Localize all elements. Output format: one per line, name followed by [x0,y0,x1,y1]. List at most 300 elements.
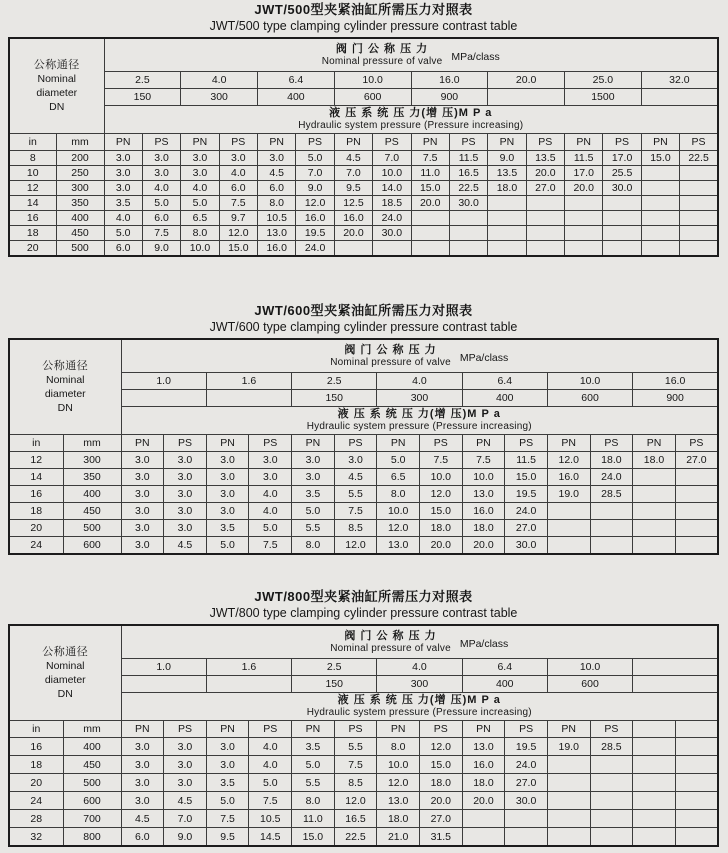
valve-pressure-value: 1.0 [121,373,206,390]
pressure-cell [488,226,526,241]
pressure-cell: 7.5 [142,226,180,241]
pressure-cell [675,756,718,774]
pressure-cell: 8.0 [292,792,335,810]
row-size-mm: 400 [63,486,121,503]
col-header-mm: mm [56,134,104,151]
col-header-pn: PN [377,435,420,452]
pressure-cell: 10.0 [377,756,420,774]
pressure-cell: 20.0 [411,196,449,211]
valve-class-value: 150 [104,89,181,106]
valve-pressure-value: 10.0 [547,373,632,390]
valve-class-value [206,676,291,693]
hydraulic-pressure-en: Hydraulic system pressure (Pressure increasing) [306,707,532,718]
valve-class-value: 600 [334,89,411,106]
pressure-cell [675,738,718,756]
pressure-cell [633,520,676,537]
valve-class-value: 1500 [565,89,642,106]
valve-pressure-value: 1.6 [206,659,291,676]
pressure-cell: 3.0 [121,738,164,756]
pressure-cell: 3.0 [164,756,207,774]
valve-pressure-value: 4.0 [377,659,462,676]
col-header-ps: PS [249,435,292,452]
pressure-table [8,338,719,555]
nominal-diameter-cn: 公称通径 [33,59,80,71]
hydraulic-pressure-cn: 液 压 系 统 压 力(增 压)M P a [337,408,501,420]
pressure-cell: 5.0 [296,151,334,166]
pressure-cell: 4.0 [249,503,292,520]
pressure-cell: 3.0 [121,520,164,537]
row-size-mm: 400 [63,738,121,756]
pressure-cell: 22.5 [680,151,718,166]
pressure-cell [675,828,718,847]
col-header-pn: PN [488,134,526,151]
pressure-cell: 4.0 [142,181,180,196]
pressure-cell: 3.0 [206,486,249,503]
valve-pressure-cn: 阀 门 公 称 压 力 [344,629,437,642]
pressure-cell [449,241,487,257]
pressure-cell [526,226,564,241]
table-title-en: JWT/800 type clamping cylinder pressure contrast table [209,606,518,620]
valve-class-value: 300 [181,89,258,106]
pressure-cell [462,810,505,828]
valve-pressure-value: 1.6 [206,373,291,390]
pressure-cell [547,774,590,792]
pressure-cell: 7.0 [334,166,372,181]
row-size-in: 8 [9,151,56,166]
valve-pressure-header-wrap [105,43,718,68]
col-header-ps: PS [603,134,641,151]
pressure-cell: 3.0 [334,452,377,469]
row-size-mm: 450 [63,503,121,520]
row-size-mm: 450 [63,756,121,774]
col-header-ps: PS [590,435,633,452]
pressure-cell: 8.5 [334,774,377,792]
pressure-cell: 3.0 [121,792,164,810]
table-row [9,520,718,537]
mpa-class-unit: MPa/class [451,50,500,63]
col-header-ps: PS [142,134,180,151]
hydraulic-pressure-cn: 液 压 系 统 压 力(增 压)M P a [329,107,493,119]
pressure-cell: 7.5 [462,452,505,469]
pressure-cell: 22.5 [334,828,377,847]
pressure-cell: 10.0 [377,503,420,520]
pressure-cell [680,166,718,181]
valve-class-value: 150 [292,676,377,693]
pressure-cell: 19.5 [505,486,548,503]
pressure-cell: 11.5 [505,452,548,469]
pressure-cell [526,211,564,226]
pressure-cell: 4.5 [121,810,164,828]
pressure-cell: 4.5 [164,792,207,810]
pressure-cell: 3.0 [164,503,207,520]
pressure-cell: 3.0 [104,166,142,181]
pressure-cell [603,241,641,257]
pressure-cell: 5.0 [206,537,249,555]
table-row [9,503,718,520]
row-size-mm: 600 [63,537,121,555]
pressure-cell: 3.0 [164,469,207,486]
row-size-mm: 800 [63,828,121,847]
valve-pressure-header [104,38,718,72]
pressure-cell [675,792,718,810]
pressure-cell: 20.0 [462,537,505,555]
pressure-cell: 11.0 [411,166,449,181]
row-size-in: 18 [9,226,56,241]
hydraulic-pressure-header [104,106,718,134]
section-jwt500 [8,2,719,257]
pressure-cell: 3.0 [206,452,249,469]
pressure-cell: 3.5 [292,486,335,503]
pressure-cell: 12.0 [334,537,377,555]
pressure-cell: 19.0 [547,738,590,756]
pressure-cell: 27.0 [505,520,548,537]
pressure-cell: 3.0 [142,166,180,181]
pressure-cell: 30.0 [449,196,487,211]
valve-class-value: 900 [633,390,718,407]
pressure-cell: 12.0 [547,452,590,469]
pressure-cell [633,537,676,555]
pressure-cell [411,226,449,241]
pressure-cell [680,226,718,241]
pressure-cell [675,810,718,828]
pressure-cell: 20.0 [419,537,462,555]
row-size-mm: 500 [63,774,121,792]
pressure-cell [411,241,449,257]
pressure-cell: 10.0 [462,469,505,486]
col-header-ps: PS [334,435,377,452]
pressure-cell: 13.0 [377,792,420,810]
row-size-in: 32 [9,828,63,847]
pressure-cell: 30.0 [505,792,548,810]
pressure-cell: 6.0 [121,828,164,847]
col-header-ps: PS [249,721,292,738]
pressure-cell [641,181,679,196]
table-row [9,756,718,774]
valve-pressure-value: 6.4 [462,659,547,676]
pressure-cell [590,503,633,520]
pressure-cell [565,211,603,226]
pressure-cell: 20.0 [334,226,372,241]
col-header-ps [675,721,718,738]
pressure-cell: 3.0 [181,166,219,181]
row-size-mm: 400 [56,211,104,226]
col-header-mm: mm [63,721,121,738]
row-size-mm: 350 [56,196,104,211]
col-header-ps: PS [675,435,718,452]
pressure-table-jwt600 [8,338,719,555]
pressure-cell [675,503,718,520]
pressure-cell: 16.0 [334,211,372,226]
pressure-cell [680,181,718,196]
valve-class-value: 400 [258,89,335,106]
pressure-cell: 17.0 [565,166,603,181]
nominal-diameter-en: Nominal [45,660,85,672]
pressure-cell: 3.0 [104,151,142,166]
row-size-in: 14 [9,469,63,486]
nominal-diameter-header [9,38,104,134]
pressure-cell: 20.0 [419,792,462,810]
pressure-table [8,37,719,257]
pressure-cell: 10.0 [373,166,411,181]
pressure-cell [547,828,590,847]
hydraulic-pressure-en: Hydraulic system pressure (Pressure increasing) [306,421,532,432]
pressure-cell [633,756,676,774]
pressure-cell: 3.0 [292,452,335,469]
pressure-cell: 12.0 [419,738,462,756]
nominal-diameter-en: Nominal [45,374,85,386]
pressure-cell: 28.5 [590,738,633,756]
pressure-cell [633,810,676,828]
pressure-cell: 12.0 [219,226,257,241]
pressure-cell: 30.0 [505,537,548,555]
row-size-in: 18 [9,756,63,774]
pressure-cell: 7.5 [334,503,377,520]
pressure-cell: 18.0 [462,520,505,537]
pressure-cell: 16.0 [296,211,334,226]
pressure-cell: 3.0 [121,503,164,520]
valve-class-value [488,89,565,106]
table-row [9,486,718,503]
pressure-cell [547,792,590,810]
valve-pressure-value: 6.4 [258,72,335,89]
col-header-pn: PN [292,721,335,738]
valve-pressure-header-wrap [122,630,718,655]
pressure-cell: 3.0 [206,503,249,520]
pressure-cell [505,810,548,828]
hydraulic-pressure-en: Hydraulic system pressure (Pressure increasing) [298,120,524,131]
pressure-cell: 3.0 [249,469,292,486]
row-size-in: 16 [9,211,56,226]
pressure-cell [590,792,633,810]
nominal-diameter-dn: DN [49,101,65,113]
pressure-cell: 3.0 [258,151,296,166]
pressure-cell: 16.0 [258,241,296,257]
pressure-cell [565,226,603,241]
col-header-in: in [9,435,63,452]
pressure-cell: 3.0 [249,452,292,469]
table-title-cn: JWT/600型夹紧油缸所需压力对照表 [254,303,473,318]
pressure-cell [449,211,487,226]
pressure-cell: 24.0 [590,469,633,486]
table-title-cn: JWT/500型夹紧油缸所需压力对照表 [254,2,473,17]
pressure-cell: 9.0 [296,181,334,196]
pressure-cell: 5.0 [206,792,249,810]
pressure-cell: 3.0 [121,537,164,555]
pressure-cell: 9.7 [219,211,257,226]
col-header-ps: PS [219,134,257,151]
pressure-cell: 8.0 [377,738,420,756]
table-row [9,151,718,166]
row-size-in: 18 [9,503,63,520]
pressure-cell: 12.5 [334,196,372,211]
col-header-ps: PS [164,435,207,452]
pressure-cell [411,211,449,226]
pressure-cell: 9.0 [164,828,207,847]
pressure-cell: 5.5 [292,520,335,537]
pressure-cell [641,196,679,211]
pressure-cell: 4.0 [249,486,292,503]
col-header-pn: PN [104,134,142,151]
col-header-pn: PN [462,435,505,452]
pressure-cell: 7.5 [206,810,249,828]
valve-pressure-header-lines [330,630,451,655]
pressure-cell: 4.0 [249,738,292,756]
col-header-pn: PN [641,134,679,151]
col-header-pn: PN [377,721,420,738]
pressure-cell: 3.5 [292,738,335,756]
pressure-cell [373,241,411,257]
col-header-pn: PN [411,134,449,151]
pressure-cell [547,537,590,555]
pressure-cell: 6.5 [377,469,420,486]
pressure-cell: 3.0 [206,738,249,756]
pressure-cell: 15.0 [641,151,679,166]
pressure-cell: 11.0 [292,810,335,828]
pressure-cell: 24.0 [373,211,411,226]
valve-pressure-value: 25.0 [565,72,642,89]
row-size-in: 10 [9,166,56,181]
col-header-pn: PN [633,435,676,452]
pressure-cell: 3.0 [164,774,207,792]
col-header-in: in [9,721,63,738]
valve-class-value: 900 [411,89,488,106]
pressure-cell: 3.0 [121,774,164,792]
valve-pressure-value: 4.0 [181,72,258,89]
pressure-cell: 9.5 [206,828,249,847]
col-header-in: in [9,134,56,151]
row-size-in: 20 [9,241,56,257]
pressure-cell: 10.5 [249,810,292,828]
row-size-in: 12 [9,452,63,469]
pressure-cell: 5.5 [334,738,377,756]
pressure-cell [641,226,679,241]
valve-pressure-en: Nominal pressure of valve [330,642,451,654]
pressure-cell [633,774,676,792]
pressure-cell: 7.5 [411,151,449,166]
col-header-ps: PS [296,134,334,151]
pressure-cell: 20.0 [526,166,564,181]
row-size-mm: 350 [63,469,121,486]
pressure-cell: 24.0 [296,241,334,257]
col-header-pn: PN [121,721,164,738]
pressure-cell: 27.0 [526,181,564,196]
col-header-pn: PN [181,134,219,151]
valve-pressure-value: 10.0 [547,659,632,676]
pressure-table-jwt800 [8,624,719,847]
pressure-cell [633,486,676,503]
pressure-cell: 3.5 [206,520,249,537]
pressure-cell: 3.0 [206,469,249,486]
table-row [9,792,718,810]
pressure-cell: 3.0 [142,151,180,166]
pressure-cell [488,241,526,257]
table-row [9,166,718,181]
pressure-cell: 15.0 [292,828,335,847]
pressure-cell: 11.5 [449,151,487,166]
pressure-cell: 18.5 [373,196,411,211]
valve-pressure-value: 1.0 [121,659,206,676]
pressure-cell [590,537,633,555]
table-row [9,181,718,196]
pressure-cell: 15.0 [411,181,449,196]
pressure-cell: 4.5 [334,151,372,166]
pressure-cell: 18.0 [488,181,526,196]
pressure-cell: 3.0 [121,486,164,503]
pressure-cell: 14.5 [249,828,292,847]
row-size-mm: 500 [63,520,121,537]
pressure-cell: 8.0 [377,486,420,503]
pressure-cell: 7.5 [419,452,462,469]
pressure-cell [641,211,679,226]
col-header-pn: PN [547,721,590,738]
pressure-cell [526,196,564,211]
nominal-diameter-dn: DN [57,688,73,700]
nominal-diameter-header [9,339,121,435]
pressure-cell: 3.5 [206,774,249,792]
pressure-cell: 3.0 [104,181,142,196]
pressure-cell: 27.0 [419,810,462,828]
pressure-cell: 13.5 [488,166,526,181]
valve-pressure-en: Nominal pressure of valve [321,55,443,67]
pressure-cell [565,241,603,257]
pressure-cell: 18.0 [377,810,420,828]
pressure-cell [590,520,633,537]
pressure-cell: 6.0 [258,181,296,196]
pressure-cell: 5.0 [249,520,292,537]
col-header-ps: PS [419,721,462,738]
row-size-mm: 300 [56,181,104,196]
valve-pressure-cn: 阀 门 公 称 压 力 [335,42,429,55]
row-size-in: 20 [9,774,63,792]
row-size-in: 14 [9,196,56,211]
pressure-cell [590,828,633,847]
pressure-cell: 7.5 [334,756,377,774]
pressure-cell: 16.0 [462,503,505,520]
valve-class-value: 300 [377,390,462,407]
pressure-cell: 9.0 [142,241,180,257]
valve-pressure-en: Nominal pressure of valve [330,356,451,368]
valve-pressure-header-wrap [122,344,718,369]
pressure-cell [462,828,505,847]
col-header-pn: PN [292,435,335,452]
pressure-cell [675,486,718,503]
valve-pressure-header [121,339,718,373]
row-size-mm: 250 [56,166,104,181]
pressure-cell [675,520,718,537]
pressure-cell: 3.0 [164,738,207,756]
mpa-class-unit: MPa/class [459,351,509,364]
pressure-cell: 12.0 [296,196,334,211]
pressure-cell: 16.0 [462,756,505,774]
pressure-cell: 19.0 [547,486,590,503]
nominal-diameter-cn: 公称通径 [42,360,89,372]
pressure-cell: 22.5 [449,181,487,196]
valve-pressure-value: 16.0 [633,373,718,390]
pressure-cell: 15.0 [419,503,462,520]
table-title-en: JWT/500 type clamping cylinder pressure contrast table [209,19,518,33]
row-size-in: 24 [9,792,63,810]
row-size-in: 20 [9,520,63,537]
pressure-cell: 5.5 [292,774,335,792]
row-size-in: 16 [9,738,63,756]
pressure-cell: 3.0 [292,469,335,486]
valve-class-value [641,89,718,106]
pressure-cell: 7.5 [219,196,257,211]
pressure-cell: 17.0 [603,151,641,166]
col-header-ps: PS [680,134,718,151]
table-row [9,226,718,241]
row-size-in: 12 [9,181,56,196]
